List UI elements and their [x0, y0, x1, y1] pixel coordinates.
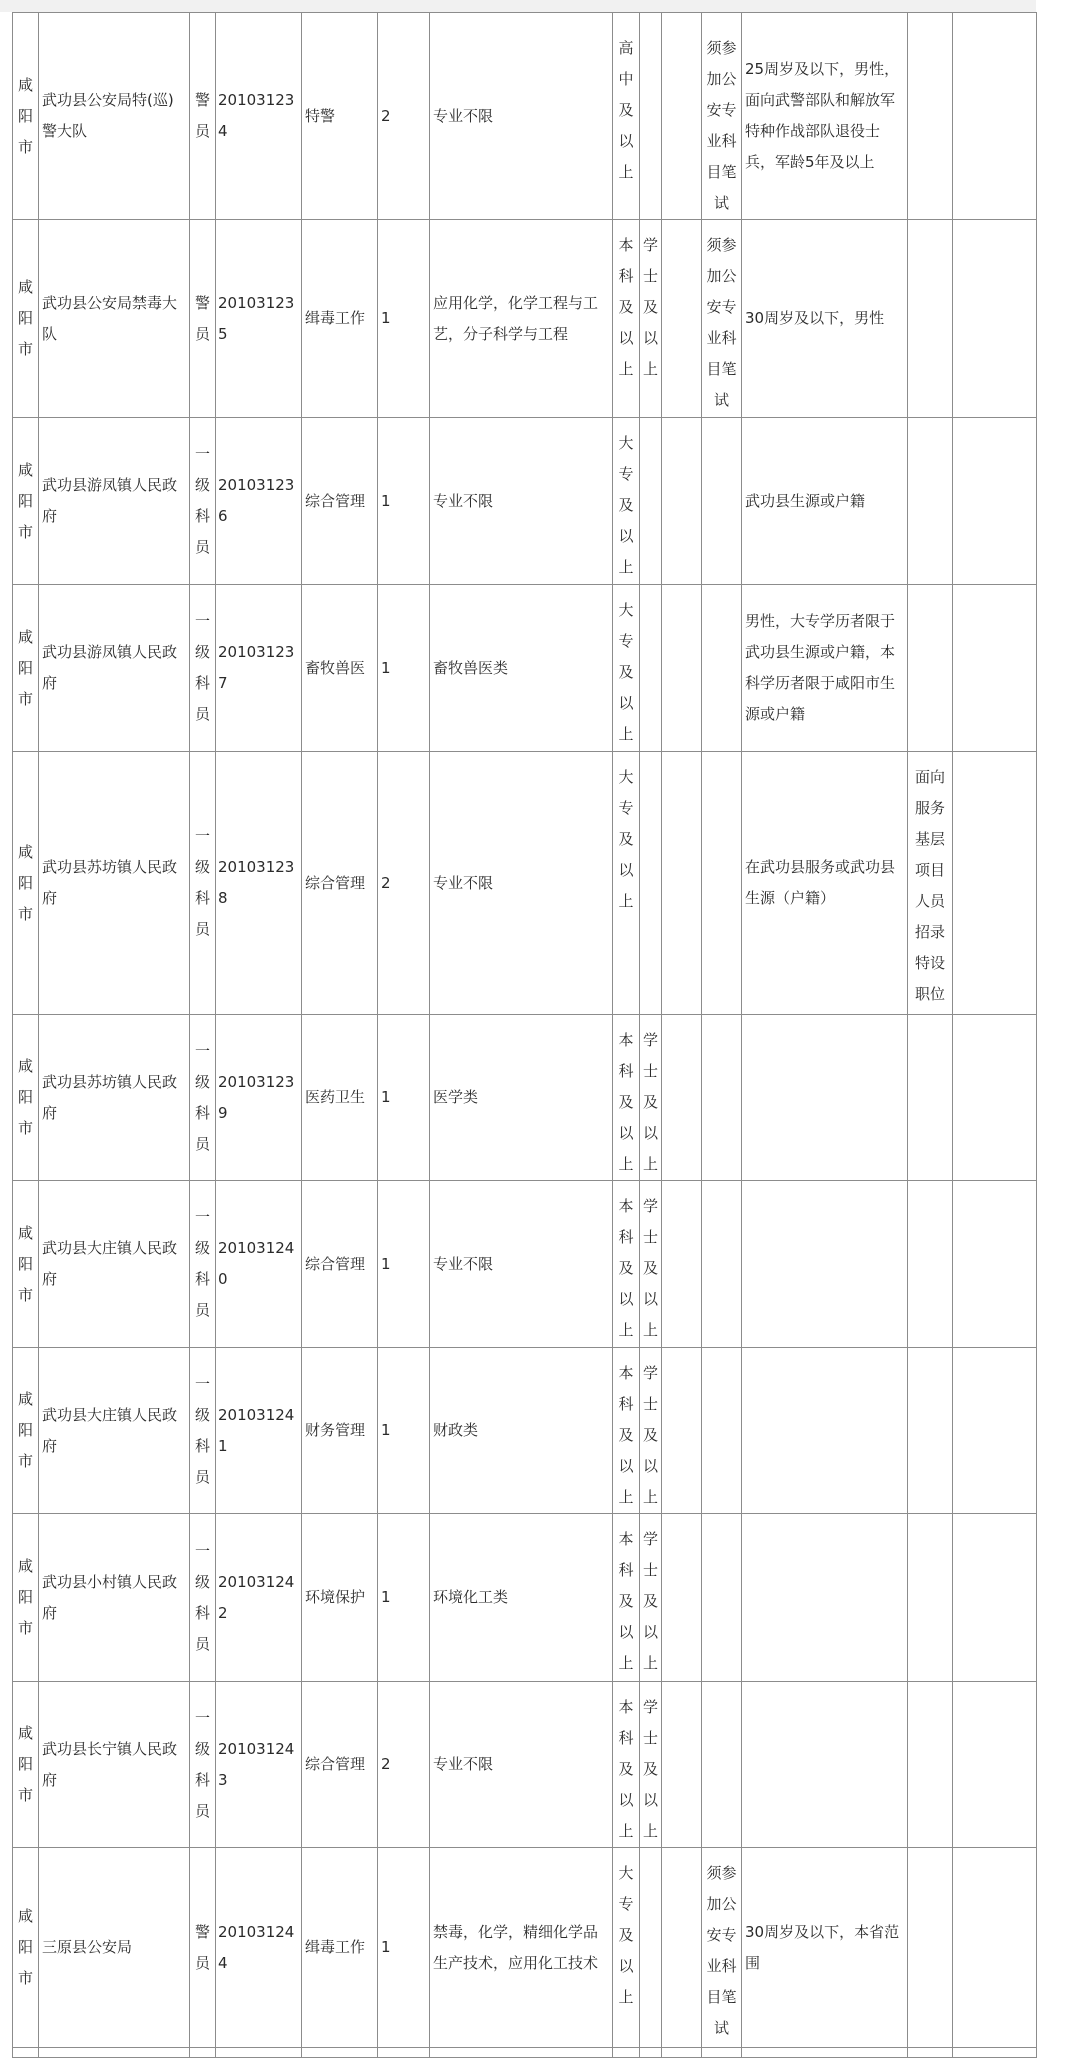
cell-unit: 武功县游凤镇人民政府 [39, 418, 190, 585]
table-row [13, 1348, 1037, 1514]
job-positions-table [12, 12, 1037, 2058]
table-row [13, 1682, 1037, 1848]
cell-position: 一级科员 [190, 585, 216, 752]
table-row [13, 418, 1037, 585]
cell-name: 综合管理 [302, 752, 378, 1015]
cell-education: 大专及以上 [613, 418, 640, 585]
cell-count: 1 [378, 1848, 430, 2048]
cell-degree [640, 752, 662, 1015]
cell-name: 财务管理 [302, 1348, 378, 1514]
cell-count: 2 [378, 1682, 430, 1848]
cell-city: 咸阳市 [13, 1514, 39, 1682]
cell-unit: 三原县公安局 [39, 1848, 190, 2048]
cell-education: 本科及以上 [613, 1348, 640, 1514]
cell-count: 1 [378, 1348, 430, 1514]
cell-code: 201031236 [216, 418, 302, 585]
cell-empty [302, 2048, 378, 2058]
cell-city: 咸阳市 [13, 585, 39, 752]
cell-education: 本科及以上 [613, 220, 640, 418]
cell-col-b [953, 1682, 1037, 1848]
cell-name: 畜牧兽医 [302, 585, 378, 752]
cell-code: 201031240 [216, 1181, 302, 1348]
cell-major: 专业不限 [430, 13, 613, 220]
cell-other: 30周岁及以下，本省范围 [742, 1848, 908, 2048]
cell-position: 一级科员 [190, 1348, 216, 1514]
table-row [13, 1015, 1037, 1181]
cell-col-a [662, 1015, 702, 1181]
cell-code: 201031237 [216, 585, 302, 752]
cell-education: 高中及以上 [613, 13, 640, 220]
cell-other: 在武功县服务或武功县生源（户籍） [742, 752, 908, 1015]
table-row [13, 585, 1037, 752]
table-row-partial [13, 2048, 1037, 2058]
cell-count: 1 [378, 220, 430, 418]
cell-education: 本科及以上 [613, 1015, 640, 1181]
cell-degree: 学士及以上 [640, 1682, 662, 1848]
table-row [13, 13, 1037, 220]
cell-exam [702, 1015, 742, 1181]
cell-col-b [953, 1348, 1037, 1514]
cell-count: 1 [378, 585, 430, 752]
cell-degree: 学士及以上 [640, 1514, 662, 1682]
cell-col-b [953, 13, 1037, 220]
cell-col-b [953, 1848, 1037, 2048]
cell-count: 2 [378, 752, 430, 1015]
cell-unit: 武功县苏坊镇人民政府 [39, 1015, 190, 1181]
cell-count: 2 [378, 13, 430, 220]
cell-count: 1 [378, 418, 430, 585]
cell-note [908, 1348, 953, 1514]
cell-note [908, 13, 953, 220]
cell-col-a [662, 13, 702, 220]
cell-empty [430, 2048, 613, 2058]
cell-position: 一级科员 [190, 1015, 216, 1181]
cell-note [908, 1181, 953, 1348]
cell-major: 医学类 [430, 1015, 613, 1181]
cell-empty [953, 2048, 1037, 2058]
cell-col-a [662, 418, 702, 585]
cell-code: 201031239 [216, 1015, 302, 1181]
cell-other [742, 1514, 908, 1682]
cell-degree: 学士及以上 [640, 1015, 662, 1181]
cell-education: 本科及以上 [613, 1181, 640, 1348]
cell-education: 本科及以上 [613, 1682, 640, 1848]
cell-note [908, 1682, 953, 1848]
cell-empty [13, 2048, 39, 2058]
cell-col-a [662, 585, 702, 752]
cell-degree [640, 1848, 662, 2048]
cell-city: 咸阳市 [13, 13, 39, 220]
cell-unit: 武功县大庄镇人民政府 [39, 1348, 190, 1514]
cell-position: 一级科员 [190, 1514, 216, 1682]
cell-position: 一级科员 [190, 752, 216, 1015]
cell-exam [702, 1348, 742, 1514]
right-margin [1036, 0, 1080, 2050]
cell-unit: 武功县大庄镇人民政府 [39, 1181, 190, 1348]
cell-unit: 武功县苏坊镇人民政府 [39, 752, 190, 1015]
cell-col-b [953, 1181, 1037, 1348]
cell-col-a [662, 1848, 702, 2048]
cell-education: 本科及以上 [613, 1514, 640, 1682]
cell-col-b [953, 1514, 1037, 1682]
cell-degree: 学士及以上 [640, 1348, 662, 1514]
cell-degree: 学士及以上 [640, 220, 662, 418]
cell-code: 201031242 [216, 1514, 302, 1682]
cell-major: 专业不限 [430, 418, 613, 585]
cell-other [742, 1682, 908, 1848]
cell-education: 大专及以上 [613, 752, 640, 1015]
cell-name: 综合管理 [302, 418, 378, 585]
cell-note [908, 1514, 953, 1682]
cell-unit: 武功县游凤镇人民政府 [39, 585, 190, 752]
cell-major: 畜牧兽医类 [430, 585, 613, 752]
cell-major: 禁毒，化学，精细化学品生产技术，应用化工技术 [430, 1848, 613, 2048]
cell-empty [662, 2048, 702, 2058]
cell-unit: 武功县公安局特(巡)警大队 [39, 13, 190, 220]
cell-city: 咸阳市 [13, 220, 39, 418]
cell-name: 综合管理 [302, 1181, 378, 1348]
cell-empty [613, 2048, 640, 2058]
cell-position: 警员 [190, 1848, 216, 2048]
cell-major: 财政类 [430, 1348, 613, 1514]
cell-col-b [953, 585, 1037, 752]
cell-code: 201031234 [216, 13, 302, 220]
cell-other: 25周岁及以下，男性，面向武警部队和解放军特种作战部队退役士兵，军龄5年及以上 [742, 13, 908, 220]
cell-exam [702, 1181, 742, 1348]
cell-position: 警员 [190, 220, 216, 418]
cell-city: 咸阳市 [13, 418, 39, 585]
cell-empty [216, 2048, 302, 2058]
cell-degree [640, 418, 662, 585]
cell-position: 一级科员 [190, 418, 216, 585]
cell-education: 大专及以上 [613, 1848, 640, 2048]
cell-exam: 须参加公安专业科目笔试 [702, 220, 742, 418]
cell-city: 咸阳市 [13, 1348, 39, 1514]
cell-other: 男性，大专学历者限于武功县生源或户籍，本科学历者限于咸阳市生源或户籍 [742, 585, 908, 752]
table-row [13, 220, 1037, 418]
table-body [13, 13, 1037, 2058]
cell-code: 201031235 [216, 220, 302, 418]
cell-unit: 武功县小村镇人民政府 [39, 1514, 190, 1682]
cell-city: 咸阳市 [13, 1682, 39, 1848]
cell-exam [702, 418, 742, 585]
cell-empty [640, 2048, 662, 2058]
cell-position: 警员 [190, 13, 216, 220]
table-row [13, 1514, 1037, 1682]
cell-other: 30周岁及以下，男性 [742, 220, 908, 418]
cell-other [742, 1181, 908, 1348]
cell-note [908, 418, 953, 585]
cell-col-b [953, 220, 1037, 418]
cell-exam [702, 1682, 742, 1848]
cell-empty [39, 2048, 190, 2058]
cell-col-a [662, 1348, 702, 1514]
cell-major: 环境化工类 [430, 1514, 613, 1682]
cell-degree [640, 13, 662, 220]
cell-empty [908, 2048, 953, 2058]
cell-name: 环境保护 [302, 1514, 378, 1682]
cell-city: 咸阳市 [13, 1848, 39, 2048]
cell-empty [702, 2048, 742, 2058]
cell-code: 201031244 [216, 1848, 302, 2048]
cell-count: 1 [378, 1514, 430, 1682]
cell-other: 武功县生源或户籍 [742, 418, 908, 585]
cell-col-a [662, 1181, 702, 1348]
cell-col-b [953, 418, 1037, 585]
cell-name: 缉毒工作 [302, 220, 378, 418]
cell-exam: 须参加公安专业科目笔试 [702, 1848, 742, 2048]
cell-name: 医药卫生 [302, 1015, 378, 1181]
cell-exam [702, 585, 742, 752]
top-band [0, 0, 1080, 12]
cell-col-a [662, 220, 702, 418]
table-row [13, 1848, 1037, 2048]
table-row [13, 1181, 1037, 1348]
cell-major: 专业不限 [430, 1181, 613, 1348]
cell-position: 一级科员 [190, 1682, 216, 1848]
cell-note [908, 585, 953, 752]
cell-major: 应用化学，化学工程与工艺，分子科学与工程 [430, 220, 613, 418]
cell-unit: 武功县公安局禁毒大队 [39, 220, 190, 418]
cell-note [908, 220, 953, 418]
cell-degree [640, 585, 662, 752]
cell-count: 1 [378, 1181, 430, 1348]
cell-col-a [662, 1682, 702, 1848]
cell-note: 面向服务基层项目人员招录特设职位 [908, 752, 953, 1015]
cell-exam: 须参加公安专业科目笔试 [702, 13, 742, 220]
cell-degree: 学士及以上 [640, 1181, 662, 1348]
cell-empty [378, 2048, 430, 2058]
cell-name: 综合管理 [302, 1682, 378, 1848]
table-row [13, 752, 1037, 1015]
cell-major: 专业不限 [430, 1682, 613, 1848]
cell-empty [742, 2048, 908, 2058]
cell-unit: 武功县长宁镇人民政府 [39, 1682, 190, 1848]
cell-empty [190, 2048, 216, 2058]
cell-position: 一级科员 [190, 1181, 216, 1348]
cell-other [742, 1015, 908, 1181]
cell-city: 咸阳市 [13, 1181, 39, 1348]
cell-col-a [662, 752, 702, 1015]
cell-code: 201031241 [216, 1348, 302, 1514]
cell-name: 缉毒工作 [302, 1848, 378, 2048]
cell-count: 1 [378, 1015, 430, 1181]
cell-col-a [662, 1514, 702, 1682]
cell-note [908, 1015, 953, 1181]
cell-city: 咸阳市 [13, 752, 39, 1015]
cell-code: 201031243 [216, 1682, 302, 1848]
cell-major: 专业不限 [430, 752, 613, 1015]
cell-col-b [953, 1015, 1037, 1181]
cell-education: 大专及以上 [613, 585, 640, 752]
cell-name: 特警 [302, 13, 378, 220]
cell-col-b [953, 752, 1037, 1015]
cell-note [908, 1848, 953, 2048]
cell-other [742, 1348, 908, 1514]
cell-code: 201031238 [216, 752, 302, 1015]
cell-city: 咸阳市 [13, 1015, 39, 1181]
cell-exam [702, 1514, 742, 1682]
cell-exam [702, 752, 742, 1015]
